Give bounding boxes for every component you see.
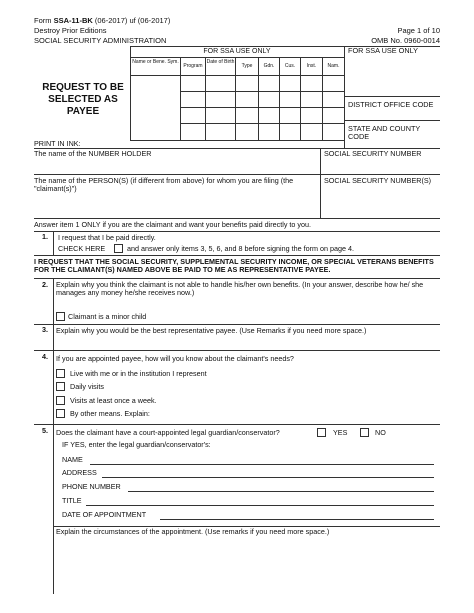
ssn-divider [320,148,321,218]
item-num-divider [53,231,54,255]
appointment-date-field[interactable] [160,509,434,520]
item4-text: If you are appointed payee, how will you know about the claimant's needs? [56,354,294,363]
col-gdn: Gdn. [263,63,275,69]
section-line [34,218,440,219]
state-county-code: STATE AND COUNTY CODE [348,124,421,142]
other-means-field[interactable] [140,408,440,420]
col-type: Type [241,63,253,69]
col-nam: Nam. [327,63,340,69]
other-means-checkbox[interactable] [56,409,65,418]
section-line [34,255,440,256]
minor-child-checkbox[interactable] [56,312,65,321]
guardian-no-checkbox[interactable] [360,428,369,437]
ssn-label: SOCIAL SECURITY NUMBER [324,149,422,158]
live-with-me-checkbox[interactable] [56,369,65,378]
item1-number: 1. [42,232,48,241]
right-box-line [344,120,440,121]
item-num-divider [53,350,54,424]
guardian-yes-label: YES [333,428,348,437]
other-means-label: By other means. Explain: [70,409,150,418]
destroy-editions: Destroy Prior Editions [34,26,107,35]
form-id-prefix: Form [34,16,54,25]
item1-instruction: and answer only items 3, 5, 6, and 8 before signing the form on page 4. [127,244,354,253]
guardian-phone-field[interactable] [128,481,434,492]
col-date-of-birth: Date of Birth [206,59,235,65]
grid-right-edge [344,46,345,148]
grid-row-line [180,91,344,92]
section-line [34,324,440,325]
guardian-phone-label: PHONE NUMBER [62,482,121,491]
grid-bottom-line [130,140,344,141]
circumstances-label: Explain the circumstances of the appointment. (Use remarks if you need more space.) [56,527,330,536]
guardian-address-field[interactable] [102,467,434,478]
item-num-divider [53,324,54,350]
grid-title-line [130,57,344,58]
item-num-divider [53,526,54,594]
form-edition: (06-2017) uf (06-2017) [92,16,171,25]
section-line [34,424,440,425]
item1-text: I request that I be paid directly. [58,233,156,242]
weekly-visits-label: Visits at least once a week. [70,396,157,405]
section-line [34,278,440,279]
col-inst: Inst. [306,63,317,69]
ssn-field[interactable] [322,159,440,173]
item3-answer-area[interactable] [56,337,440,349]
ssns-field[interactable] [322,187,440,218]
item2-number: 2. [42,280,48,289]
form-number [34,17,170,26]
agency-name: SOCIAL SECURITY ADMINISTRATION [34,36,167,45]
omb-number: OMB No. 0960-0014 [371,36,440,45]
item5-number: 5. [42,426,48,435]
col-name-bene: Name or Bene. Sym. [132,59,179,65]
section-line [34,231,440,232]
form-title: REQUEST TO BE SELECTED AS PAYEE [42,82,124,117]
ssa-use-right-title: FOR SSA USE ONLY [348,46,419,55]
grid-row-line [180,107,344,108]
daily-visits-label: Daily visits [70,382,104,391]
claimants-field[interactable] [34,196,320,218]
form-id: SSA-11-BK [53,16,93,25]
right-box-line [344,96,440,97]
item2-answer-area[interactable] [56,301,440,311]
ssa-use-title: FOR SSA USE ONLY [203,48,271,55]
item4-number: 4. [42,352,48,361]
daily-visits-checkbox[interactable] [56,382,65,391]
district-office-code: DISTRICT OFFICE CODE [348,100,434,109]
claimants-label: The name of the PERSON(S) (if different from above) for whom you are filing (the "claimant(s)") [34,176,294,194]
item3-text: Explain why you would be the best representative payee. (Use Remarks if you need more space.) [56,326,367,335]
number-holder-label: The name of the NUMBER HOLDER [34,149,152,158]
col-cus: Cus. [284,63,296,69]
minor-child-label: Claimant is a minor child [68,312,147,321]
if-yes-label: IF YES, enter the legal guardian/conservator's: [62,440,211,449]
appointment-date-label: DATE OF APPOINTMENT [62,510,147,519]
col-divider [205,57,206,140]
item3-number: 3. [42,325,48,334]
guardian-name-label: NAME [62,455,83,464]
weekly-visits-checkbox[interactable] [56,396,65,405]
print-in-ink: PRINT IN INK: [34,139,81,148]
answer-item1-note: Answer item 1 ONLY if you are the claimant and want your benefits paid directly to you. [34,220,311,229]
section-line [34,174,440,175]
grid-row-line [180,123,344,124]
number-holder-field[interactable] [34,159,320,173]
guardian-title-field[interactable] [86,495,434,506]
circumstances-answer-area[interactable] [56,540,440,590]
section-line [34,350,440,351]
request-statement: I REQUEST THAT THE SOCIAL SECURITY, SUPPLEMENTAL SECURITY INCOME, OR SPECIAL VETERANS BENEFITS FOR THE CLAIMANT(S) NAMED ABOVE BE PAID TO ME AS REPRESENTATIVE PAYEE. [34,257,434,275]
guardian-title-label: TITLE [62,496,82,505]
grid-header-line [130,75,344,76]
item-num-divider [53,424,54,526]
item1-checkbox[interactable] [114,244,123,253]
ssns-label: SOCIAL SECURITY NUMBER(S) [324,176,432,185]
check-here-label: CHECK HERE [58,244,106,253]
item2-text: Explain why you think the claimant is not able to handle his/her own benefits. (In your answer, describe how he/ she manages any money he/she receives now.) [56,280,424,298]
guardian-address-label: ADDRESS [62,468,97,477]
guardian-name-field[interactable] [90,454,434,465]
item5-text: Does the claimant have a court-appointed legal guardian/conservator? [56,428,280,437]
guardian-yes-checkbox[interactable] [317,428,326,437]
item-num-divider [53,278,54,324]
live-with-me-label: Live with me or in the institution I represent [70,369,207,378]
guardian-no-label: NO [375,428,386,437]
col-program: Program [183,63,203,69]
page-number: Page 1 of 10 [397,26,440,35]
